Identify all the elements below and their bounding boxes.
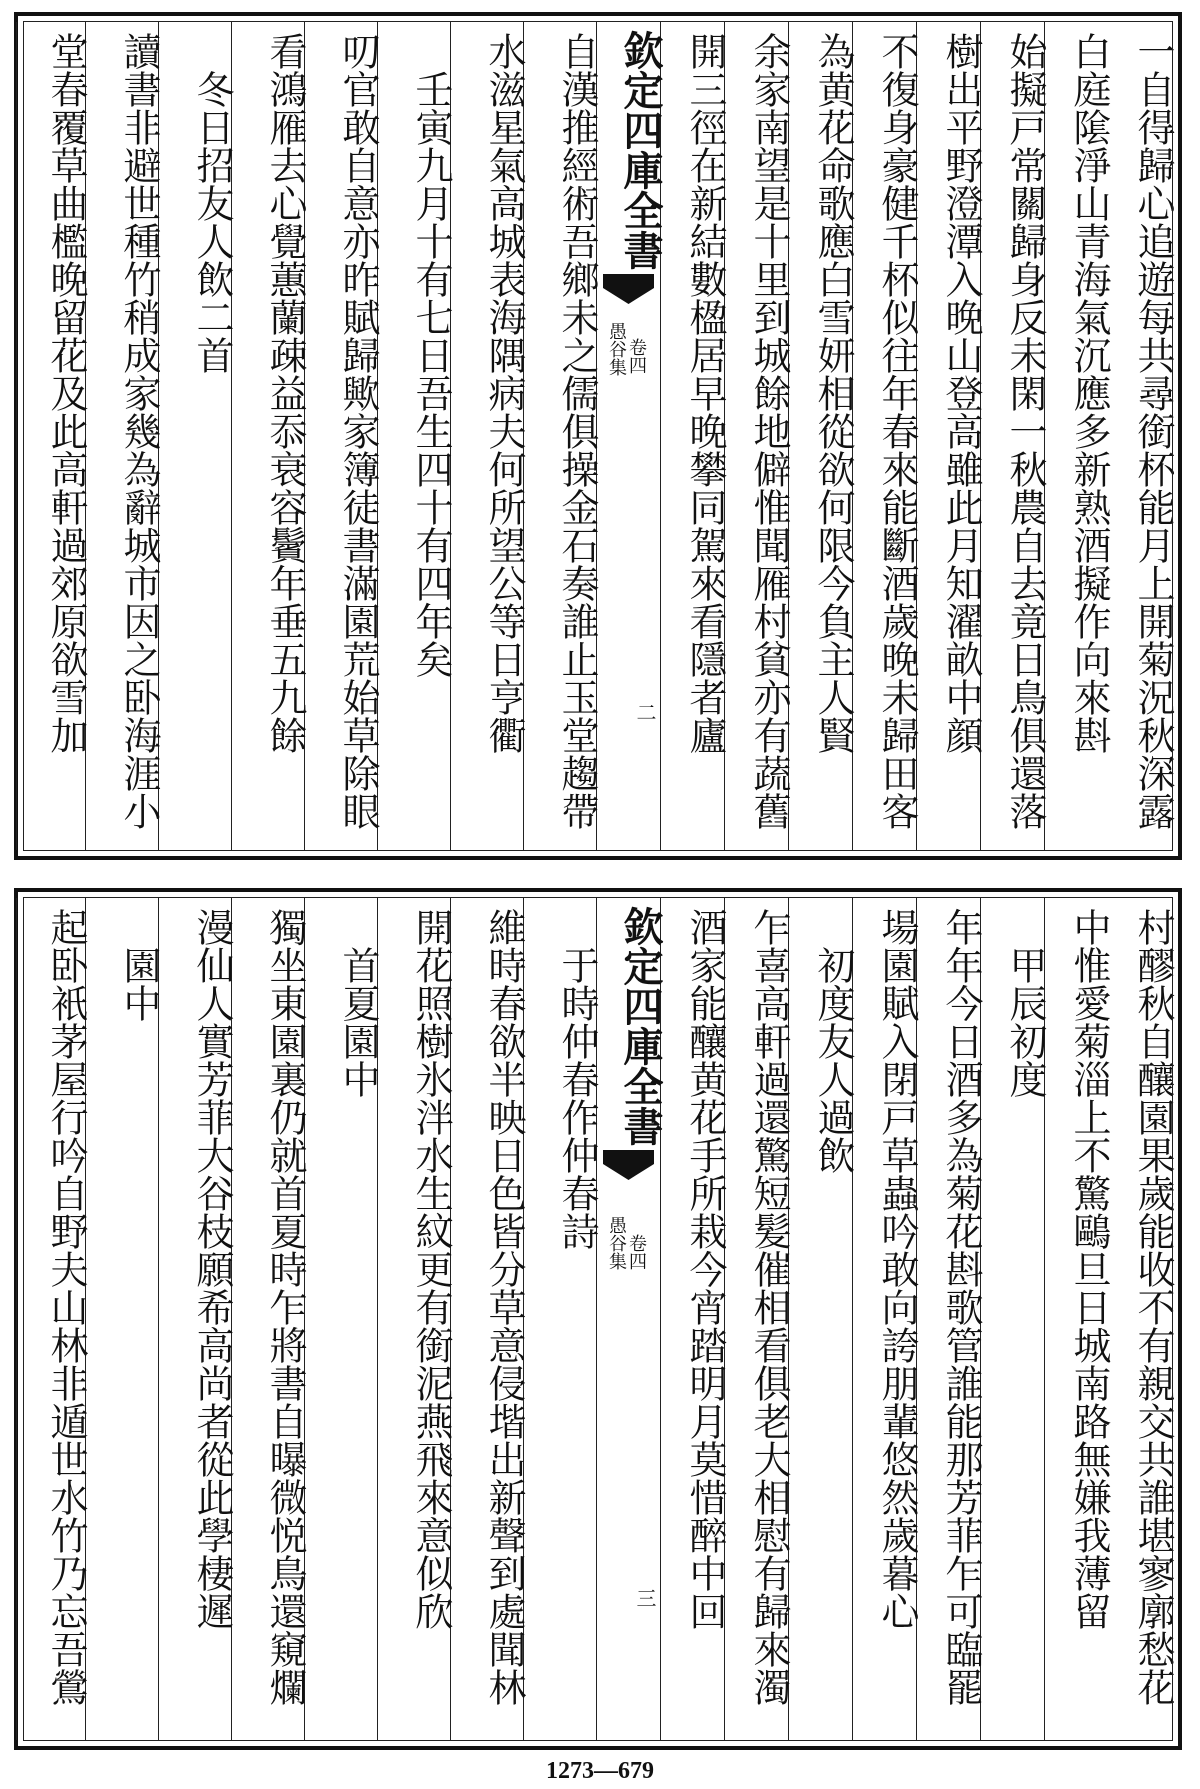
column-text: 冬日招友人飲二首 (190, 32, 234, 374)
column-text: 自漢推經術吾鄉未之儒俱操金石奏誰止玉堂趨帶 (555, 32, 599, 830)
text-column (852, 898, 919, 1740)
volume-label: 卷四 (626, 338, 647, 374)
column-text: 漫仙人實芳菲大谷枝願希高尚者從此學棲遲 (190, 908, 234, 1630)
text-column (980, 22, 1047, 850)
text-column (16, 898, 88, 1740)
text-column (158, 22, 234, 850)
text-column (231, 22, 307, 850)
column-text: 維時春欲半映日色皆分草意侵堦出新聲到處聞林 (482, 908, 526, 1706)
text-column (660, 898, 727, 1740)
column-text: 乍喜高軒過還驚短髪催相看俱老大相慰有歸來濁 (747, 908, 791, 1706)
column-text: 開三徑在新結數楹居早晚攀同駕來看隱者廬 (683, 32, 727, 754)
text-column (16, 22, 88, 850)
column-text: 年年今日酒多為菊花斟歌管誰能那芳菲乍可臨罷 (939, 908, 983, 1706)
upper-page-panel (14, 12, 1182, 860)
text-column (304, 22, 380, 850)
column-text: 看鴻雁去心覺蕙蘭疎益忝衰容鬢年垂五九餘 (263, 32, 307, 754)
fishtail-ornament (603, 1150, 654, 1180)
lower-page-panel (14, 888, 1182, 1750)
text-column (377, 898, 453, 1740)
page-number: 二 (633, 702, 657, 722)
text-column (724, 22, 791, 850)
column-text: 余家南望是十里到城餘地僻惟聞雁村貧亦有蔬舊 (747, 32, 791, 830)
column-text: 獨坐東園裏仍就首夏時乍將書自曝微悦鳥還窺爛 (263, 908, 307, 1706)
column-text: 樹出平野澄潭入晚山登高雖此月知濯畝中顔 (939, 32, 983, 754)
column-text: 不復身豪健千杯似往年春來能斷酒歲晚未歸田客 (875, 32, 919, 830)
text-column (916, 22, 983, 850)
column-text: 為黄花命歌應白雪妍相從欲何限今負主人賢 (811, 32, 855, 754)
column-text: 白庭隂淨山青海氣沉應多新熟酒擬作向來斟 (1067, 32, 1111, 754)
text-column (231, 898, 307, 1740)
column-text: 于時仲春作仲春詩 (555, 908, 599, 1250)
column-text: 叨官敢自意亦昨賦歸歟家簿徒書滿園荒始草除眼 (336, 32, 380, 830)
column-text: 壬寅九月十有七日吾生四十有四年矣 (409, 32, 453, 678)
book-name: 愚谷集 (606, 1216, 627, 1270)
text-column (916, 898, 983, 1740)
column-text: 堂春覆草曲檻晚留花及此高軒過郊原欲雪加 (44, 32, 88, 754)
column-text: 始擬戸常關歸身反未閑一秋農自去竟日鳥俱還落 (1003, 32, 1047, 830)
lower-page-columns (24, 898, 1175, 1740)
text-column (1044, 22, 1111, 850)
column-text: 園中 (117, 908, 161, 1022)
text-column (523, 22, 599, 850)
volume-label: 卷四 (626, 1234, 647, 1270)
text-column (450, 898, 526, 1740)
text-column (158, 898, 234, 1740)
text-column (788, 898, 855, 1740)
text-column (523, 898, 599, 1740)
center-spine (596, 22, 664, 850)
fishtail-ornament (603, 274, 654, 304)
column-text: 場園賦入閉戸草蟲吟敢向誇朋輩悠然歲暮心 (875, 908, 919, 1630)
column-text: 初度友人過飲 (811, 908, 855, 1174)
text-column (85, 22, 161, 850)
column-text: 甲辰初度 (1003, 908, 1047, 1098)
column-text: 酒家能釀黄花手所栽今宵踏明月莫惜醉中回 (683, 908, 727, 1630)
text-column (788, 22, 855, 850)
page-number: 三 (633, 1588, 657, 1608)
upper-page-columns (24, 22, 1175, 850)
page-footer-number: 1273—679 (546, 1758, 654, 1784)
text-column (377, 22, 453, 850)
column-text: 一自得歸心追遊每共尋銜杯能月上開菊況秋深露 (1131, 32, 1175, 830)
column-text: 首夏園中 (336, 908, 380, 1098)
text-column (1044, 898, 1111, 1740)
column-text: 中惟愛菊淄上不驚鷗旦日城南路無嫌我薄留 (1067, 908, 1111, 1630)
column-text: 村醪秋自釀園果歲能收不有親交共誰堪寥廓愁花 (1131, 908, 1175, 1706)
text-column (724, 898, 791, 1740)
text-column (304, 898, 380, 1740)
column-text: 讀書非避世種竹稍成家幾為辭城市因之卧海涯小 (117, 32, 161, 830)
text-column (980, 898, 1047, 1740)
column-text: 水滋星氣高城表海隅病夫何所望公等日亨衢 (482, 32, 526, 754)
text-column (1108, 898, 1175, 1740)
text-column (852, 22, 919, 850)
text-column (450, 22, 526, 850)
column-text: 起卧衹茅屋行吟自野夫山林非遁世水竹乃忘吾鶯 (44, 908, 88, 1706)
center-spine (596, 898, 664, 1740)
text-column (660, 22, 727, 850)
text-column (85, 898, 161, 1740)
collection-title: 欽定四庫全書 (617, 30, 664, 270)
text-column (1108, 22, 1175, 850)
book-name: 愚谷集 (606, 322, 627, 376)
column-text: 開花照樹氷泮水生紋更有銜泥燕飛來意似欣 (409, 908, 453, 1630)
collection-title: 欽定四庫全書 (617, 906, 664, 1146)
